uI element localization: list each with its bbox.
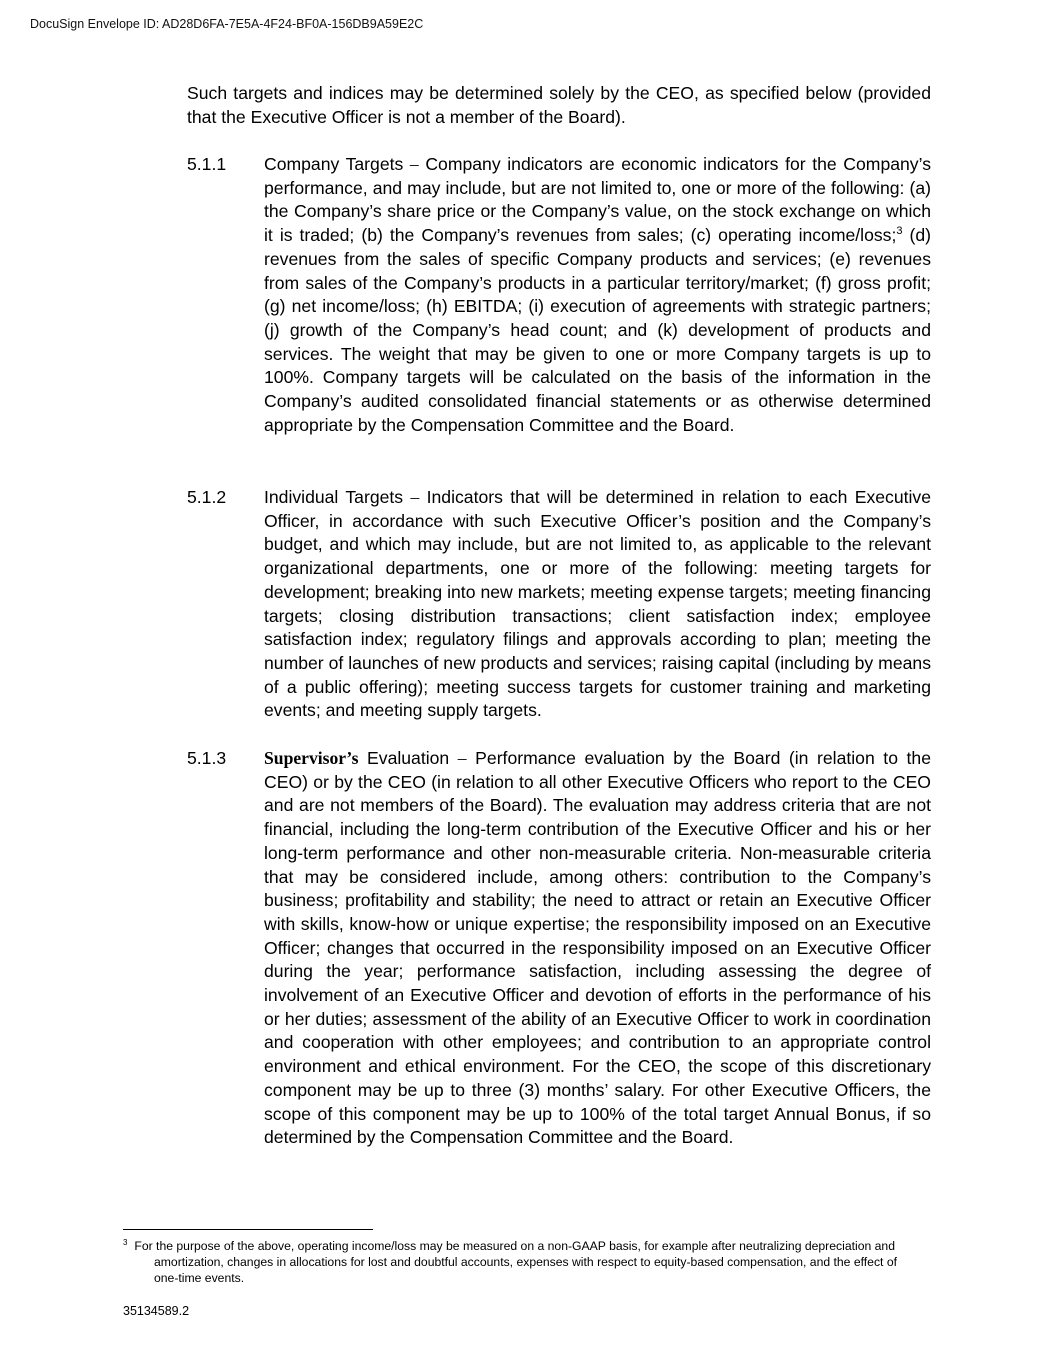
section-body [264, 153, 931, 437]
section-body [264, 747, 931, 1150]
footnote [123, 1238, 923, 1286]
section-5-1-1 [187, 153, 931, 437]
heading-dash: – [409, 154, 419, 174]
section-text: Performance evaluation by the Board (in relation to the CEO) or by the CEO (in relation to all other Executive Officers who report to the CEO and are not members of the Board). The evaluation may address criteria that are not financial, including the long-term contribution of the Executive Officer and his or her long-term performance and other non-measurable criteria. Non-measurable criteria that may be considered include, among others: contribution to the Company’s business; profitability and stability; the need to attract or retain an Executive Officer with skills, know-how or unique expertise; the responsibility imposed on an Executive Officer; changes that occurred in the responsibility imposed on an Executive Officer during the year; performance satisfaction, including assessing the degree of involvement of an Executive Officer and devotion of efforts in the performance of his or her duties; assessment of the ability of an Executive Officer to work in coordination and cooperation with other employees; and contribution to an appropriate control environment and ethical environment. For the CEO, the scope of this discretionary component may be up to three (3) months’ salary. For other Executive Officers, the scope of this component may be up to 100% of the total target Annual Bonus, if so determined by the Compensation Committee and the Board. [264, 748, 932, 1148]
footnote-text-block: 3 For the purpose of the above, operating income/loss may be measured on a non-GAAP basis, for example after neutralizing depreciation and amortization, changes in allocations for lost and doubtful accounts, expenses with respect to equity-based compensation, and the effect of one-time events. [123, 1237, 897, 1285]
document-number: 35134589.2 [123, 1304, 190, 1318]
section-heading-bold: Supervisor’s [264, 748, 359, 768]
section-heading: Individual Targets [264, 487, 404, 507]
footnote-text: For the purpose of the above, operating income/loss may be measured on a non-GAAP basis, for example after neutralizing depreciation and amortization, changes in allocations for lost and doubtful accounts, expenses with respect to equity-based compensation, and the effect of one-time events. [134, 1239, 897, 1285]
footnote-divider [123, 1229, 373, 1230]
section-text: Indicators that will be determined in relation to each Executive Officer, in accordance with such Executive Officer’s position and the Company’s budget, and which may include, but are not limited to, as applicable to the relevant organizational departments, one or more of the following: meeting targets for development; breaking into new markets; meeting expense targets; meeting financing targets; closing distribution transactions; client satisfaction index; employee satisfaction index; regulatory filings and approvals according to plan; meeting the number of launches of new products and services; raising capital (including by means of a public offering); meeting success targets for customer training and marketing events; and meeting supply targets. [264, 487, 932, 721]
envelope-id: DocuSign Envelope ID: AD28D6FA-7E5A-4F24-BF0A-156DB9A59E2C [30, 17, 424, 31]
section-text-continued: (d) revenues from the sales of specific Company products and services; (e) revenues from sales of the Company’s products in a particular territory/market; (f) gross profit; (g) net income/loss; (h) EBITDA; (i) execution of agreements with strategic partners; (j) growth of the Company’s head count; and (k) development of products and services. The weight that may be given to one or more Company targets is up to 100%. Company targets will be calculated on the basis of the information in the Company’s audited consolidated financial statements or as otherwise determined appropriate by the Compensation Committee and the Board. [264, 225, 932, 435]
section-number: 5.1.2 [187, 487, 227, 507]
section-number: 5.1.3 [187, 748, 227, 768]
section-heading: Company Targets [264, 154, 404, 174]
section-heading-rest: Evaluation [358, 748, 450, 768]
footnote-reference[interactable]: 3 [896, 225, 903, 238]
section-number: 5.1.1 [187, 154, 227, 174]
section-5-1-3 [187, 747, 931, 1150]
section-5-1-2 [187, 486, 931, 723]
section-body [264, 486, 931, 723]
section-text: Company indicators are economic indicators for the Company’s performance, and may include, but are not limited to, one or more of the following: (a) the Company’s share price or the Company’s value, on the stock exchange on which it is traded; (b) the Company’s revenues from sales; (c) operating income/loss; [264, 154, 931, 246]
heading-dash: – [410, 487, 420, 507]
intro-paragraph: Such targets and indices may be determined solely by the CEO, as specified below (provided that the Executive Officer is not a member of the Board). [187, 83, 931, 127]
heading-dash: – [457, 748, 467, 768]
